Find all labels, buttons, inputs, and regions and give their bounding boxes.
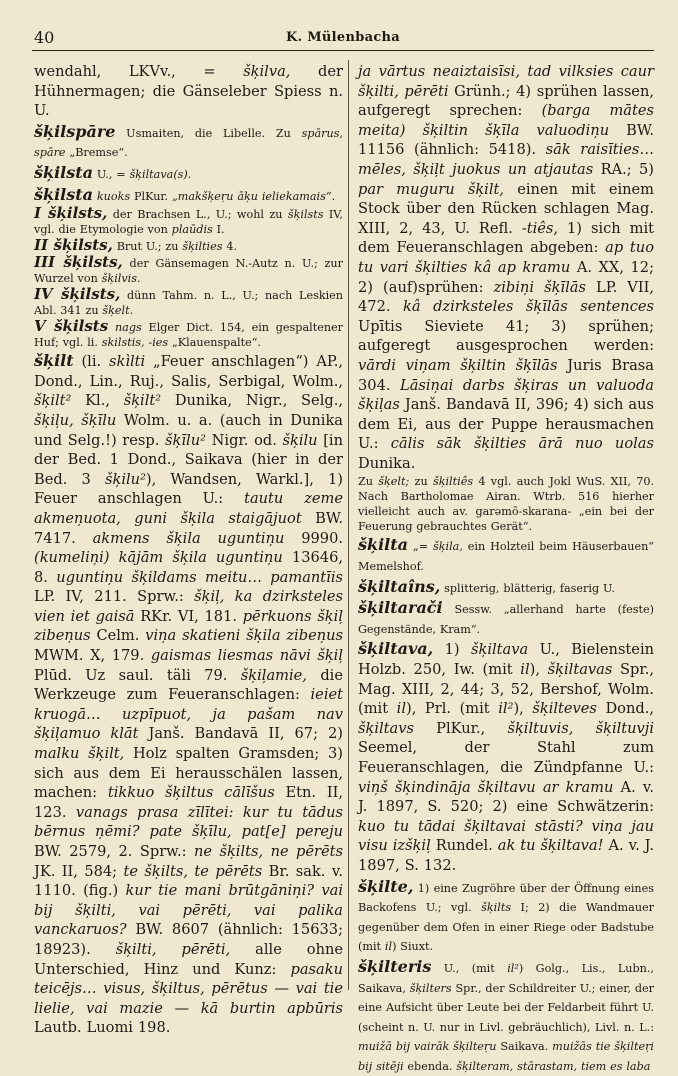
entry-text: Sessw. „allerhand harte (feste) Gegenstände, Kram“. (358, 603, 654, 636)
entry-text: „Klauenspalte“. (168, 336, 261, 350)
entry-text: (li. (73, 353, 109, 371)
entry-text: der Hühnermagen; die Gänseleber Spiess n. U. (34, 63, 343, 120)
entry-text: (kumeliņi) kājām šķila uguntiņu (34, 549, 283, 567)
entry-text: 1) eine Zugröhre über der Öffnung eines Backofens U.; vgl. (358, 881, 654, 915)
entry-text: šķilu² (105, 470, 146, 488)
entry-text: Saikava. (496, 1040, 553, 1054)
entry-text: šķilts (481, 901, 512, 915)
entry-text: U., = (93, 167, 130, 181)
entry-text: ), Wandsen, Warkl.], 1) Feuer anschlagen U.: (34, 470, 343, 508)
dictionary-entry (358, 62, 654, 473)
entry-text: kur tie mani brūtgāniņi? vai bij šķilti, vai pērēti, vai palika vanckaruos? (34, 882, 343, 939)
entry-text: šķilvis. (101, 272, 141, 286)
entry-text: -tiês, (521, 219, 559, 237)
entry-text: šķilties (182, 240, 223, 254)
dictionary-entry (358, 535, 654, 575)
entry-text: A. v. J. 1897, S. 520; 2) eine Schwätzerin: (358, 778, 654, 816)
entry-text: einen mit einem Stock über den Rücken schlagen Mag. XIII, 2, 43, U. Refl. (358, 180, 655, 237)
right-column (358, 62, 655, 1073)
entry-text: viņa skatieni šķila zibeņus (145, 627, 343, 645)
entry-text: šķiļ, ka dzirksteles vien iet gaisā (34, 588, 344, 625)
entry-text: der Gänsemagen N.-Autz n. U.; zur Wurzel von (34, 257, 343, 286)
entry-text: „Bremse“. (65, 146, 128, 160)
entry-text: šķiļu, šķīlu (34, 411, 117, 429)
entry-text: Holz spalten Gramsden; 3) sich aus dem Ei herausschälen lassen, machen: (34, 745, 343, 802)
entry-text: Upītis Sieviete 41; 3) sprühen; aufgeregt ausgesprochen werden: (358, 317, 654, 355)
entry-text: sāk raisīties… mēles, šķiļt juokus un atjautas (358, 141, 654, 178)
entry-text: šķiļamie, (240, 666, 307, 684)
headword: III šķilsts, (34, 253, 123, 272)
entry-text: ) Golg., Lis., Lubn., Saikava, (358, 961, 654, 995)
entry-text: ap tuo tu vari šķilties kâ ap kramu (358, 239, 654, 276)
dictionary-entry (34, 319, 343, 350)
entry-text: ieiet kruogā… uzpīpuot, ja pašam nav šķiļamuo klāt (34, 686, 343, 743)
entry-text: akmens šķila uguntiņu (92, 529, 285, 547)
entry-text: U., Bielenstein Holzb. 250, Iw. (mit (358, 641, 655, 679)
dictionary-entry (358, 639, 654, 875)
entry-text: šķīlu² (165, 431, 206, 449)
entry-text: 1) sich mit dem Feueranschlagen abgeben: (358, 219, 654, 257)
entry-text: šķiltuvis, šķiltuvji (507, 719, 654, 737)
entry-text: uguntiņu šķildams meitu… pamantīis (56, 568, 343, 586)
entry-text: Lāsiņai darbs šķiras un valuoda šķiļas (358, 376, 654, 414)
entry-text: U., (mit (431, 961, 508, 975)
page-header (32, 28, 654, 51)
entry-text: il² (498, 700, 514, 718)
entry-text: šķiltava(s). (129, 167, 192, 181)
entry-text: šķilteves (532, 700, 597, 718)
entry-text: Janš. Bandavā II, 396; 4) sich aus dem Ei, aus der Puppe herausmachen U.: (358, 396, 654, 453)
entry-text: I. (212, 223, 225, 237)
entry-text: dünn Tahm. n. L., U.; nach Leskien Abl. 341 zu (34, 289, 343, 318)
headword: IV šķilsts, (34, 285, 121, 304)
entry-text: 9990. (284, 529, 344, 547)
entry-text: Usmaiten, die Libelle. Zu (115, 126, 302, 140)
entry-text: LP. VII, 472. (358, 278, 654, 316)
entry-text: muižā bij vairāk šķilteŗu (358, 1040, 497, 1054)
entry-text: die Werkzeuge zum Feueranschlagen: (34, 666, 343, 704)
entry-text: zibiņi šķīlās (493, 278, 586, 296)
entry-text: ak tu šķiltava! (497, 837, 604, 855)
entry-text: šķiltiês (432, 475, 474, 489)
entry-text: šķilters (409, 981, 452, 995)
entry-text: RA.; 5) (593, 160, 654, 178)
dictionary-entry (34, 351, 343, 1038)
entry-text: 13646, 8. (34, 549, 343, 586)
entry-text: pasaku teicējs… visus, šķiltus, pērētus — vai tie lielie, vai mazie — kā burtin apbūris (34, 960, 343, 1017)
entry-text: il (396, 700, 406, 718)
entry-text: šķelt; (378, 475, 410, 489)
entry-text: malku šķilt, (34, 745, 125, 763)
dictionary-entry (34, 163, 343, 184)
entry-text: BW. 8607 (ähnlich: 15633; 18923). (34, 921, 343, 958)
dictionary-entry (34, 122, 343, 162)
entry-text: šķilsts (287, 208, 324, 222)
entry-text: I; 2) die Wandmauer gegenüber dem Ofen in einer Riege oder Badstube (mit (358, 901, 654, 954)
entry-text: A. XX, 12; 2) (auf)sprühen: (358, 258, 654, 296)
dictionary-entry (34, 185, 343, 206)
entry-text: Kl., (71, 392, 124, 410)
entry-text: šķilu (282, 431, 318, 449)
entry-text: par muguru šķilt, (358, 180, 505, 198)
headword: šķilsta (34, 162, 94, 182)
entry-text: Zu (358, 475, 379, 489)
entry-text: RKr. VI, 181. (134, 607, 243, 625)
dictionary-entry (358, 957, 654, 1076)
entry-text: 1) (433, 641, 472, 659)
headword: šķilta (358, 535, 409, 555)
entry-text: spārus, spāre (34, 126, 343, 160)
headword: šķiltaîns, (358, 576, 441, 596)
entry-text: Celm. (90, 627, 146, 645)
entry-text: Dond., (596, 700, 654, 718)
entry-text: nags (108, 321, 142, 335)
entry-text: kuoks (93, 189, 131, 203)
entry-text: il (520, 661, 530, 679)
headword: V šķilsts (34, 317, 109, 336)
entry-text: Dunika, Nigr., Selg., (161, 392, 343, 410)
entry-text: Spr., Mag. XIII, 2, 44; 3, 52, Bershof, Wolm. (mit (358, 661, 654, 718)
entry-text: alle ohne Unterschied, Hinz und Kunz: (34, 940, 344, 978)
entry-text: wendahl, LKVv., = (34, 63, 244, 80)
entry-text: ) Siuxt. (392, 940, 434, 954)
entry-text: il (384, 940, 393, 954)
entry-text: Spr., der Schildreiter U.; einer, der eine Aufsicht über Leute bei der Feldarbeit führt U. (scheint n. U. nur in Livl. gebräuchlich), Livl. n. L.: (358, 981, 654, 1034)
headword: I šķilsts, (34, 204, 108, 223)
headword: šķilte, (358, 876, 414, 896)
entry-text: BW. 7417. (34, 509, 343, 547)
entry-text: il² (507, 961, 519, 975)
entry-text: šķila, (432, 540, 463, 554)
entry-text: JK. II, 584; (34, 862, 124, 880)
entry-text: Grünh.; 4) sprühen lassen, aufgeregt sprechen: (358, 82, 654, 120)
entry-text: ne šķilts, ne pērēts (193, 843, 344, 860)
entry-text: Wolm. u. a. (auch in Dunika und Selg.!) resp. (34, 411, 343, 449)
entry-text: (barga mātes meita) šķiltin šķīla valuodiņu (358, 102, 654, 139)
entry-text: viņš šķindināja šķiltavu ar kramu (358, 778, 614, 796)
entry-text: Dunika. (358, 454, 416, 472)
entry-text: skilstis, -ies (101, 336, 169, 350)
entry-text: Elger Dict. 154, ein gespaltener Huf; vgl. li. (34, 321, 343, 350)
entry-text: 4 vgl. auch Jokl WuS. XII, 70. Nach Bartholomae Airan. Wtrb. 516 hierher vielleicht auch av. garəmō-skarana- „ein bei der Feuerung gebrauchtes Gerät“. (358, 475, 655, 534)
left-column (34, 62, 344, 1037)
dictionary-entry (34, 287, 343, 318)
entry-text: šķiltavs (358, 719, 414, 737)
running-head: K. Mülenbacha (285, 30, 401, 45)
entry-text: „makšķeŗu āķu ieliekamais“. (171, 189, 336, 203)
entry-text: vanags prasa zīlītei: kur tu tādus bērnus ņēmi? pate šķīlu, pat[e] pereju (34, 803, 343, 841)
entry-text: splitterig, blätterig, faserig U. (440, 581, 615, 595)
dictionary-entry (34, 206, 343, 237)
dictionary-entry (358, 877, 654, 956)
entry-text: šķiltavas (547, 661, 613, 679)
dictionary-entry (358, 474, 654, 534)
entry-text: tautu zeme akmeņuota, guni šķila staigājuot (34, 490, 343, 527)
entry-text: kuo tu tādai šķiltavai stāsti? viņa jau visu izšķiļ (358, 817, 654, 855)
entry-text: ), (529, 661, 548, 679)
entry-text: ), (513, 700, 533, 718)
entry-text: te šķilts, te pērēts (123, 862, 263, 880)
dictionary-entry (34, 238, 343, 254)
dictionary-entry (358, 577, 654, 598)
entry-text: skìlti (109, 353, 146, 371)
entry-text: IV, vgl. die Etymologie von (34, 208, 343, 237)
entry-text: 4. (222, 240, 238, 254)
entry-text: „= (408, 540, 433, 554)
column-divider (348, 60, 349, 990)
entry-text: cālis sāk šķilties ārā nuo uolas (390, 435, 654, 453)
entry-text: Rundel. (430, 837, 498, 855)
entry-text: Nigr. od. (205, 431, 283, 449)
entry-text: šķilt² (34, 392, 72, 410)
entry-text: šķilteram, stārastam, tiem es laba (456, 1059, 651, 1073)
entry-text: Plūd. Uz saul. täli 79. (34, 666, 241, 684)
entry-text: PlKur. (130, 189, 172, 203)
entry-text: šķilt² (123, 392, 162, 410)
headword: šķilsta (34, 184, 94, 204)
headword: II šķilsts, (34, 236, 113, 255)
entry-text: ), Prl. (mit (406, 700, 499, 718)
entry-text: [in der Bed. 1 Dond., Saikava (hier in der Bed. 3 (34, 431, 343, 488)
entry-text: gaismas liesmas nāvi šķiļ (150, 647, 343, 665)
entry-text: Janš. Bandavā II, 67; 2) (138, 725, 343, 743)
entry-text: vārdi viņam šķiltin šķīlās (358, 356, 558, 374)
dictionary-entry (34, 62, 343, 121)
entry-text: LP. IV, 211. Sprw.: (34, 588, 195, 606)
headword: šķilteris (358, 956, 432, 976)
entry-text: Etn. II, 123. (34, 784, 343, 821)
entry-text: BW. 2579, 2. Sprw.: (34, 843, 194, 860)
entry-text: šķilva, (243, 63, 291, 80)
entry-text: zu (409, 475, 433, 489)
entry-text: Brut U.; zu (112, 240, 183, 254)
entry-text: tikkuo šķiltus cālīšus (107, 784, 275, 802)
entry-text: „Feuer anschlagen“) AP., Dond., Lin., Ruj., Salis, Serbigal, Wolm., (34, 353, 344, 390)
entry-text: der Brachsen L., U.; wohl zu (107, 208, 288, 222)
headword: šķiltava, (358, 639, 434, 659)
entry-text: šķilti, pērēti, (115, 940, 231, 958)
headword: šķilspāre (34, 121, 116, 141)
entry-text: ebenda. (403, 1059, 457, 1073)
dictionary-entry (358, 598, 654, 638)
entry-text: ein Holzteil beim Häuserbauen“ Memelshof. (358, 540, 654, 574)
dictionary-entry (34, 255, 343, 286)
entry-text: Lautb. Luomi 198. (34, 1019, 171, 1037)
headword: šķilt (34, 351, 74, 371)
entry-text: Seemel, der Stahl zum Feueranschlagen, die Zündpfanne U.: (358, 739, 654, 776)
entry-text: kâ dzirksteles šķīlās sentences (403, 298, 654, 316)
entry-text: A. v. J. 1897, S. 132. (358, 837, 655, 874)
entry-text: Br. sak. v. 1110. (fig.) (34, 862, 343, 900)
entry-text: BW. 11156 (ähnlich: 5418). (358, 121, 654, 159)
entry-text: muižās tie šķilteŗi bij sitēji (358, 1040, 654, 1073)
entry-text: MWM. X, 179. (34, 647, 151, 665)
entry-text: PlKur., (413, 719, 508, 737)
page-number: 40 (34, 28, 55, 47)
entry-text: plaūdis (171, 223, 213, 237)
entry-text: Juris Brasa 304. (358, 356, 654, 394)
entry-text: šķelt. (102, 304, 134, 318)
entry-text: ja vārtus neaiztaisīsi, tad vilksies caur šķilti, pērēti (358, 63, 654, 100)
entry-text: pērkuons šķiļ zibeņus (34, 607, 343, 645)
entry-text: šķiltava (471, 641, 529, 659)
headword: šķiltarači (358, 598, 443, 618)
